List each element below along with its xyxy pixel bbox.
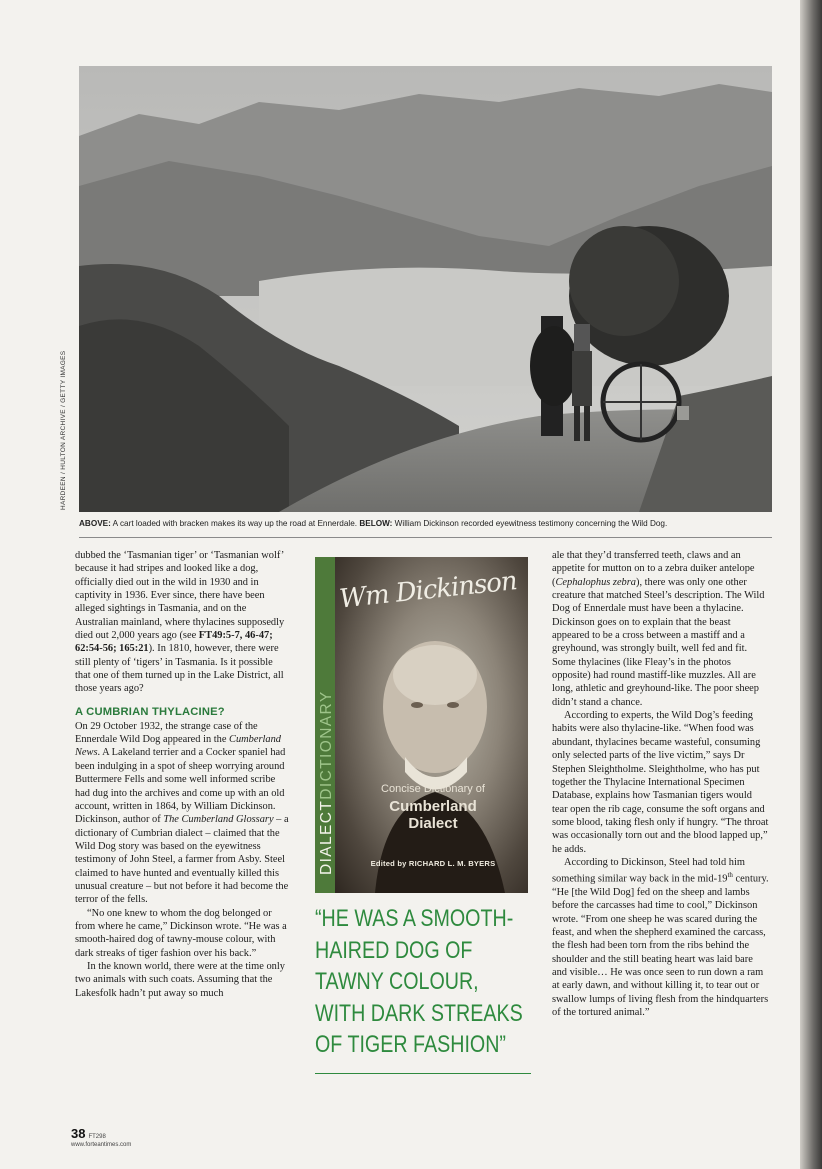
paragraph: According to experts, the Wild Dog’s feeding habits were also thylacine-like. “When food was abundant, thylacines became wasteful, consuming only selected parts of the live victim,” says Dr Stephen Sleightholme. Sleightholme, who has put together the Thylacine International Specimen Database, explains how Tasmanian tigers would tear open the rib cage, consume the soft organs and some blood, taking flesh only if hungry. “The throat was occasionally torn out and the blood lapped up,” he adds. — [552, 710, 769, 855]
book-spine-title — [318, 575, 336, 875]
superscript: th — [727, 871, 733, 880]
landscape-illustration — [79, 66, 772, 512]
text-run: – a dictionary of Cumbrian dialect – claimed that the Wild Dog story was based on the eyewitness testimony of John Steel, a farmer from Asby. Steel claimed to have hunted and eventually killed this unusual creature – but not before it had become the terror of the fells. — [75, 814, 289, 906]
text-run: . A Lakeland terrier and a Cocker spaniel had been indulging in a spot of sheep worrying around Buttermere Fells and some well informed scribe had dug into the archives and come up with an old account, written in 1864, by William Dickinson. Dickinson, author of — [75, 747, 286, 826]
book-signature: Wm Dickinson — [337, 566, 519, 615]
book-title-line: Dialect — [408, 815, 458, 832]
page-edge-shadow — [800, 0, 822, 1169]
article-column-right — [552, 549, 770, 1020]
issue-code: FT298 — [88, 1134, 106, 1140]
paragraph — [552, 549, 770, 709]
text-run: ale that they’d transferred teeth, claws and an appetite for mutton on to a zebra duiker antelope ( — [552, 550, 755, 588]
text-run: century. “He [the Wild Dog] fed on the sheep and lambs before the carcasses had time to cool,” Dickinson wrote. “From one sheep he was scared during the feast, and when the shepherd examined the carcass, the flesh had been torn from the ribs behind the shoulder and the still beating heart was laid bare and visible… He was once seen to run down a ram at early dawn, and without killing it, to tear out or swallow lumps of living flesh from the hindquarters of the tortured animal.” — [552, 873, 769, 1019]
article-column-left — [75, 549, 289, 1000]
book-title — [343, 781, 523, 832]
book-title-line: Concise Dictionary of — [381, 783, 485, 795]
book-cover-image — [315, 557, 528, 893]
book-title-line: Cumberland — [389, 798, 477, 815]
paragraph — [552, 856, 770, 1020]
spine-word-light: DICTIONARY — [318, 690, 335, 800]
pull-quote: “HE WAS A SMOOTH-HAIRED DOG OF TAWNY COLOUR, WITH DARK STREAKS OF TIGER FASHION” — [315, 905, 523, 1058]
ft-reference-link: FT49:5-7, 46-47; 62:54-56; 165:21 — [75, 630, 273, 655]
text-run: ), there was only one other creature that matched Steel’s description. The Wild Dog of Ennerdale must have been a thylacine. Dickinson goes on to explain that the beast appeared to be a cross between a mastiff and a greyhound, was strongly built, well fed and fit. Some thylacines (like Fleay’s in the photos opposite) had round mastiff-like muzzles. All are long, athletic and greyhound-like. The poor sheep didn’t stand a chance. — [552, 576, 765, 708]
caption-below-label: BELOW: — [359, 519, 393, 528]
pull-quote-rule — [315, 1073, 531, 1074]
caption-below-text: William Dickinson recorded eyewitness testimony concerning the Wild Dog. — [392, 519, 668, 528]
photo-caption — [79, 519, 772, 528]
website-link[interactable]: www.forteantimes.com — [71, 1142, 132, 1148]
text-run: On 29 October 1932, the strange case of the Ennerdale Wild Dog appeared in the — [75, 720, 258, 746]
text-run: dubbed the ‘Tasmanian tiger’ or ‘Tasmanian wolf’ because it had stripes and looked like a dog, officially died out in the wild in 1930 and in captivity in 1936. Ever since, there have been alleged sightings in Tasmania, and on the Australian mainland, where thylacines supposedly died out 2,000 years ago (see — [75, 550, 285, 642]
text-run-italic: Cephalophus zebra — [555, 576, 636, 588]
text-run-italic: Cumberland News — [75, 734, 282, 759]
page-number: 38 — [71, 1126, 86, 1141]
ennerdale-photo — [79, 66, 772, 512]
text-run: According to Dickinson, Steel had told him something similar way back in the mid-19 — [552, 856, 745, 885]
book-editor: Edited by RICHARD L. M. BYERS — [370, 859, 496, 868]
paragraph: In the known world, there were at the time only two animals with such coats. Assuming that the Lakesfolk hadn’t put away so much — [75, 960, 285, 999]
spine-word: DIALECT — [318, 799, 335, 875]
paragraph — [75, 549, 289, 696]
caption-divider — [79, 537, 772, 538]
caption-above-text: A cart loaded with bracken makes its way up the road at Ennerdale. — [110, 519, 360, 528]
page-folio — [71, 1125, 131, 1148]
paragraph: “No one knew to whom the dog belonged or from where he came,” Dickinson wrote. “He was a smooth-haired dog of tawny-mouse colour, with dark streaks of tiger fashion over his back.” — [75, 907, 287, 959]
text-run-italic: The Cumberland Glossary — [163, 814, 274, 826]
section-subhead: A CUMBRIAN THYLACINE? — [75, 705, 225, 718]
text-run: ). In 1810, however, there were still plenty of ‘tigers’ in Tasmania. Is it possible that one of them turned up in the Lake District, all those years ago? — [75, 643, 284, 695]
paragraph — [75, 720, 289, 907]
caption-above-label: ABOVE: — [79, 519, 111, 528]
